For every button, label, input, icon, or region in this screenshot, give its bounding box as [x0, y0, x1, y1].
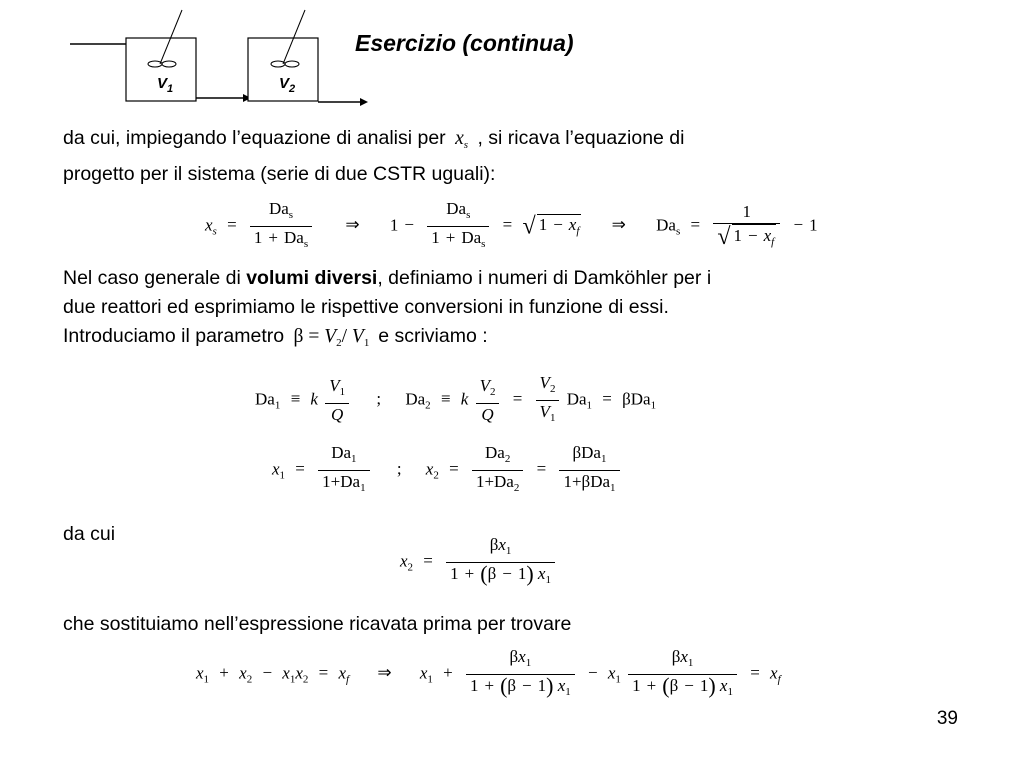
fraction-das-over-1-plus-das: $\frac{Da_s}{1 + Da_s}$: [250, 198, 312, 255]
paragraph-1-line-2: progetto per il sistema (serie di due CSTR uguali):: [63, 163, 496, 185]
page-number: 39: [936, 708, 958, 729]
slide-title: Esercizio (continua): [355, 30, 574, 56]
paragraph-2-line-3: Introduciamo il parametro $\beta = V_2/$ $V_1$ e scriviamo :: [63, 325, 488, 349]
paragraph-2-line-2: due reattori ed esprimiamo le rispettive conversioni in funzione di essi.: [63, 296, 669, 318]
paragraph-1: [63, 124, 684, 189]
equation-conversions: $x_1$ = $\frac{Da_1}{1+Da_1}$ ; $x_2$ = $\frac{Da_2}{1+Da_2}$ = $\frac{\beta Da_1}{1+\beta Da_1}$: [272, 442, 623, 499]
paragraph-1-line-1: da cui, impiegando l’equazione di analisi per $x_s$ , si ricava l’equazione di: [63, 127, 685, 151]
outlet-arrowhead: [360, 98, 368, 106]
paragraph-2: [63, 264, 711, 358]
beta-definition: $\beta = V_2/$ $V_1$: [293, 326, 370, 349]
paragraph-2-line-1: Nel caso generale di volumi diversi, definiamo i numeri di Damköhler per i: [63, 267, 712, 289]
equation-final: $x_1 + x_2 - x_1x_2 = x_f$ ⇒ $x_1$ + $\frac{\beta x_1}{1 + (\beta - 1) x_1}$ − $x_1$ $\frac{\beta x_1}{1 + (\beta - 1) x_1}$ = $x_f$: [196, 647, 781, 698]
paragraph-3: da cui: [63, 523, 116, 545]
equation-x2-in-terms-of-x1: $x_2$ = $\frac{\beta x_1}{1 + (\beta - 1) x_1}$: [400, 534, 558, 591]
equation-design-equal-cstr: $x_s$ = $\frac{Da_s}{1 + Da_s}$ ⇒ 1 − $\frac{Da_s}{1 + Da_s}$ = √ $1 - x_f$ ⇒ $Da_s$ = $\frac{1}{√ 1 - x_f}$ − 1: [205, 198, 818, 255]
equation-damkohler-definitions: $Da_1 \equiv k$ $\frac{V_1}{Q}$ ; $Da_2 \equiv k$ $\frac{V_2}{Q}$ = $\frac{V_2}{V_1}$ $Da_1 = \beta Da_1$: [255, 373, 657, 424]
reactor-1-label: $V_1$: [157, 75, 174, 95]
fraction-das-over-1-plus-das-2: $\frac{Da_s}{1 + Da_s}$: [427, 198, 489, 255]
xs-symbol: $x_s$: [455, 128, 469, 151]
cstr-series-diagram: [60, 8, 390, 108]
fraction-1-over-sqrt: $\frac{1}{√ 1 - x_f}$: [713, 201, 780, 253]
reactor-2-label: $V_2$: [279, 75, 296, 95]
paragraph-4: che sostituiamo nell’espressione ricavata prima per trovare: [63, 613, 572, 635]
